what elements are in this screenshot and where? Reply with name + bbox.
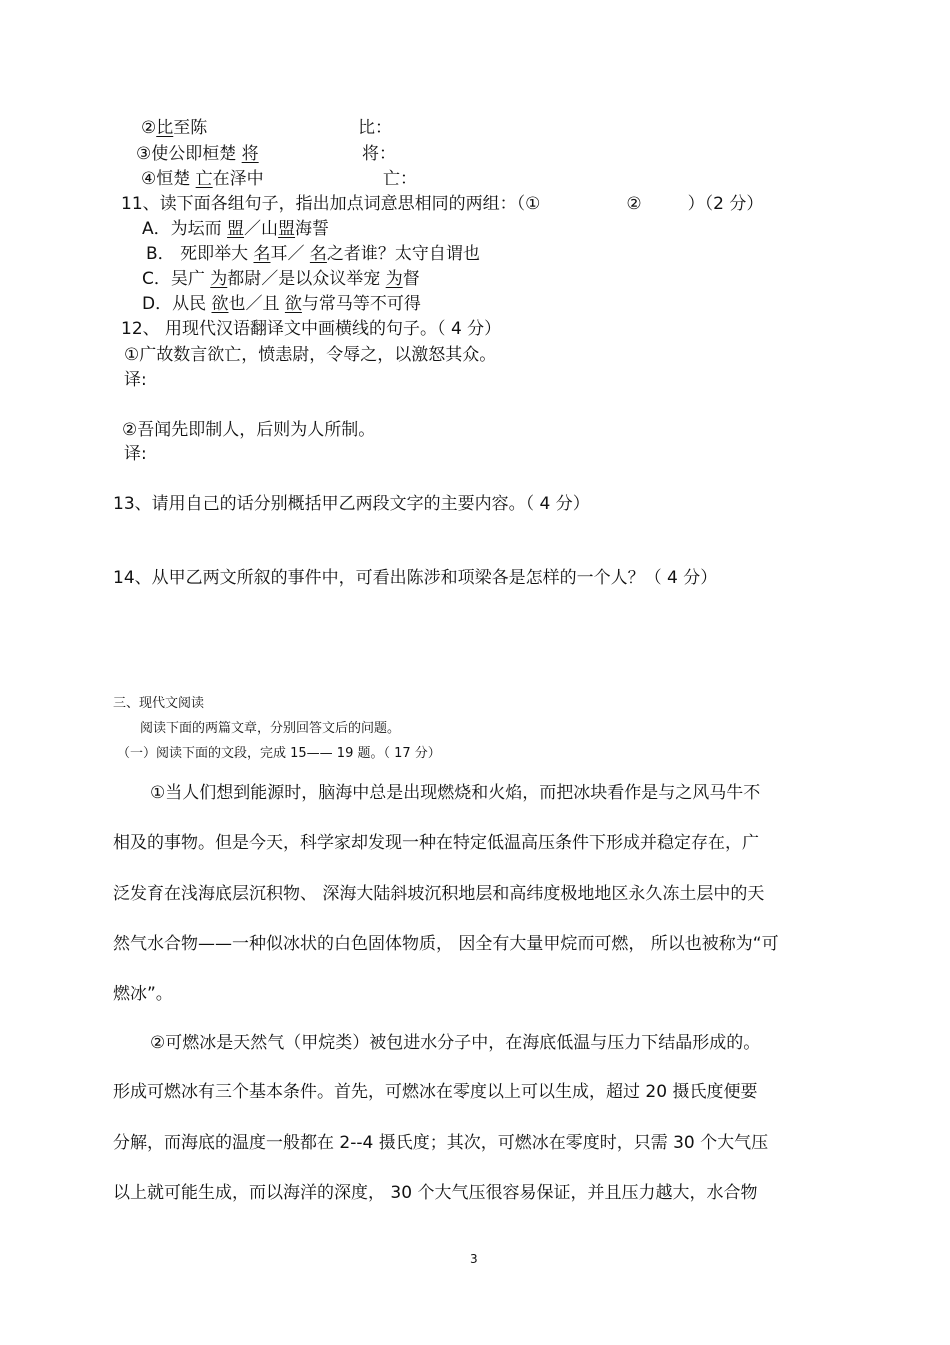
vocab-label-bi: 比： <box>358 118 392 138</box>
question-13: 13、请用自己的话分别概括甲乙两段文字的主要内容。（ 4 分） <box>113 494 590 514</box>
option-c <box>142 271 420 288</box>
passage-line: 泛发育在浅海底层沉积物、 深海大陆斜坡沉积地层和高纬度极地地区永久冻土层中的天 <box>113 884 765 904</box>
translate-sentence-2: ②吾闻先即制人，后则为人所制。 <box>122 420 376 440</box>
option-text: A．为坛而 <box>142 219 228 239</box>
option-word: 名 <box>309 244 327 264</box>
vocab-word: 比 <box>156 118 174 138</box>
option-text: 督 <box>402 269 420 289</box>
option-text: ／山 <box>244 219 279 239</box>
question-score: ）（2 分） <box>687 194 764 214</box>
passage-line: ②可燃冰是天然气（甲烷类）被包进水分子中，在海底低温与压力下结晶形成的。 <box>150 1033 761 1053</box>
passage-line: 然气水合物——一种似冰状的白色固体物质， 因全有大量甲烷而可燃， 所以也被称为“可 <box>113 934 779 954</box>
vocab-suffix: 至陈 <box>173 118 208 138</box>
vocab-prefix: ③使公即桓楚 <box>136 144 242 164</box>
vocab-prefix: ② <box>141 118 157 138</box>
option-b <box>146 246 480 263</box>
option-word: 欲 <box>284 294 302 314</box>
section-intro: 阅读下面的两篇文章，分别回答文后的问题。 <box>140 721 401 736</box>
passage-line: 相及的事物。但是今天，科学家却发现一种在特定低温高压条件下形成并稳定存在，广 <box>113 833 759 853</box>
option-text: C．吴广 <box>142 269 211 289</box>
vocab-label-jiang: 将： <box>362 144 396 164</box>
option-word: 盟 <box>227 219 245 239</box>
option-word: 为 <box>385 269 403 289</box>
option-text: 也／且 <box>228 294 285 314</box>
passage-line: 燃冰”。 <box>113 984 173 1004</box>
vocab-word: 将 <box>241 144 259 164</box>
option-text: 与常马等不可得 <box>301 294 421 314</box>
option-word: 为 <box>210 269 228 289</box>
question-14: 14、从甲乙两文所叙的事件中，可看出陈涉和项梁各是怎样的一个人？（ 4 分） <box>113 568 718 588</box>
translate-label-1: 译: <box>124 370 147 390</box>
section-title: 三、现代文阅读 <box>113 696 205 711</box>
question-stem: 11、读下面各组句子，指出加点词意思相同的两组：（① <box>121 194 541 214</box>
option-d <box>142 296 421 313</box>
option-text: 耳／ <box>270 244 310 264</box>
option-text: B． 死即举大 <box>146 244 254 264</box>
option-word: 欲 <box>211 294 229 314</box>
option-text: 海誓 <box>295 219 330 239</box>
passage-line: 形成可燃冰有三个基本条件。首先，可燃冰在零度以上可以生成，超过 20 摄氏度便要 <box>113 1082 758 1102</box>
vocab-suffix: 在泽中 <box>212 169 264 189</box>
vocab-item-bi <box>141 120 207 137</box>
passage-line: 以上就可能生成，而以海洋的深度， 30 个大气压很容易保证，并且压力越大，水合物 <box>113 1183 758 1203</box>
vocab-word: 亡 <box>195 169 213 189</box>
vocab-item-jiang <box>136 146 259 163</box>
blank-marker: ② <box>626 194 642 214</box>
part-heading: （一）阅读下面的文段，完成 15—— 19 题。（ 17 分） <box>117 746 441 761</box>
question-11 <box>121 196 763 213</box>
page-number: 3 <box>470 1252 478 1266</box>
translate-label-2: 译: <box>124 444 147 464</box>
translate-sentence-1: ①广故数言欲亡，愤恚尉，令辱之，以激怒其众。 <box>124 345 497 365</box>
option-text: 之者谁？太守自谓也 <box>326 244 480 264</box>
question-12: 12、 用现代汉语翻译文中画横线的句子。（ 4 分） <box>121 319 502 339</box>
passage-line: ①当人们想到能源时，脑海中总是出现燃烧和火焰，而把冰块看作是与之风马牛不 <box>150 783 761 803</box>
vocab-prefix: ④恒楚 <box>141 169 196 189</box>
option-a <box>142 221 329 238</box>
option-word: 名 <box>253 244 271 264</box>
option-text: D．从民 <box>142 294 212 314</box>
vocab-label-wang: 亡： <box>383 169 417 189</box>
option-word: 盟 <box>278 219 296 239</box>
passage-line: 分解，而海底的温度一般都在 2--4 摄氏度；其次，可燃冰在零度时，只需 30 个大气压 <box>113 1133 769 1153</box>
option-text: 都尉／是以众议举宠 <box>227 269 386 289</box>
vocab-item-wang <box>141 171 264 188</box>
